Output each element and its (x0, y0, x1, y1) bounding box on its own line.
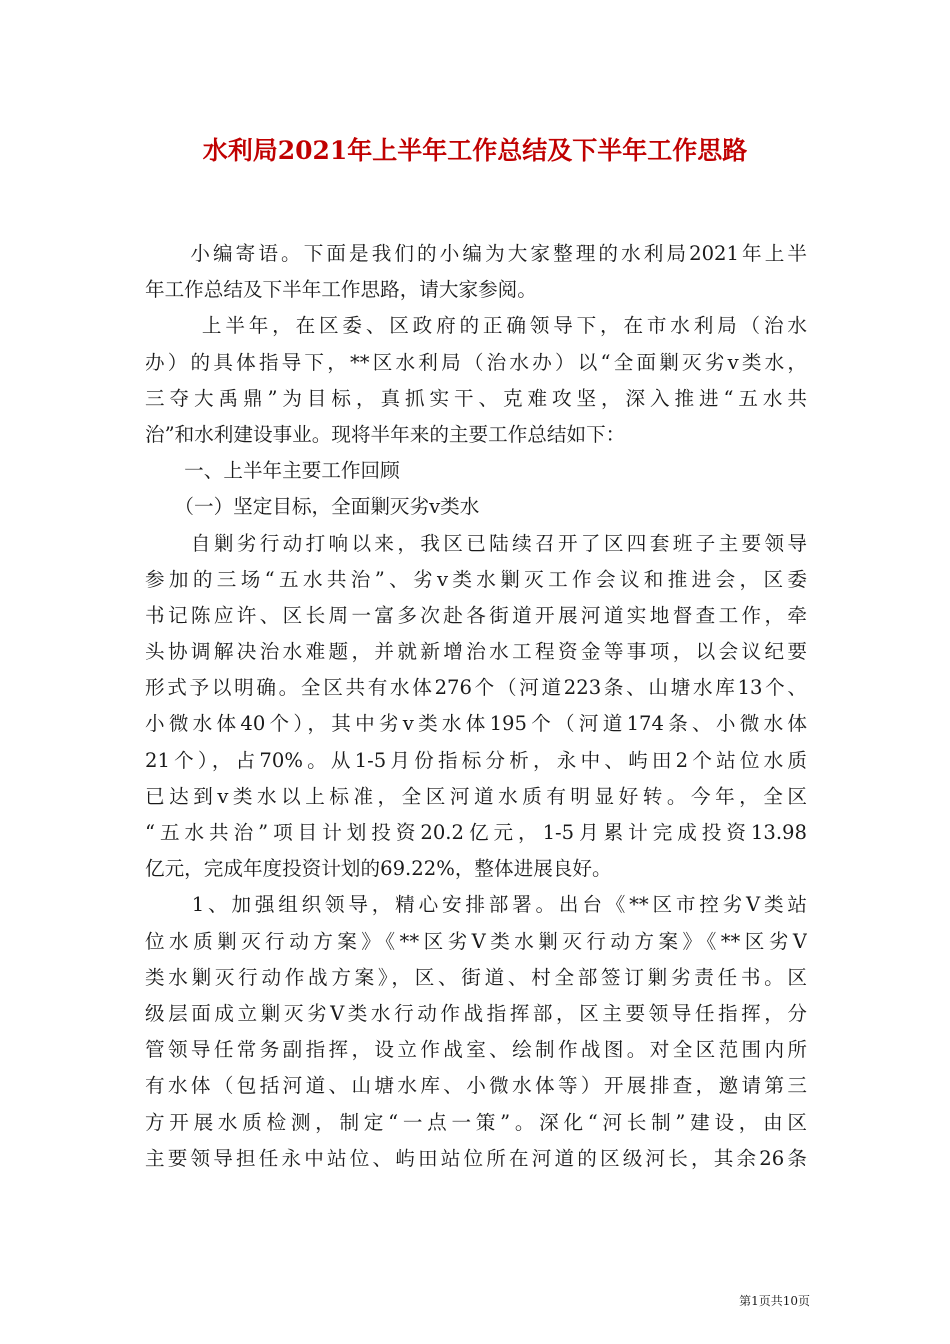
document-title: 水利局2021年上半年工作总结及下半年工作思路 (202, 136, 748, 165)
text-line: “五水共治”项目计划投资20.2亿元，1-5月累计完成投资13.98 (145, 821, 807, 844)
text-line: 形式予以明确。全区共有水体276个（河道223条、山塘水库13个、 (145, 676, 807, 700)
text-line: 头协调解决治水难题，并就新增治水工程资金等事项，以会议纪要 (145, 640, 807, 664)
text-line: 管领导任常务副指挥，设立作战室、绘制作战图。对全区范围内所 (145, 1038, 807, 1062)
text-line: 位水质剿灭行动方案》《**区劣Ⅴ类水剿灭行动方案》《**区劣Ⅴ (145, 929, 807, 953)
text-line: 一、上半年主要工作回顾 (145, 459, 400, 483)
text-line: 自剿劣行动打响以来，我区已陆续召开了区四套班子主要领导 (145, 531, 807, 555)
text-line: 小微水体40个），其中劣v类水体195个（河道174条、小微水体 (145, 712, 807, 736)
text-line: 三夺大禹鼎”为目标，真抓实干、克难攻坚，深入推进“五水共 (145, 386, 807, 410)
text-line: 级层面成立剿灭劣Ⅴ类水行动作战指挥部，区主要领导任指挥，分 (145, 1001, 807, 1025)
text-line: 类水剿灭行动作战方案》，区、街道、村全部签订剿劣责任书。区 (145, 965, 807, 989)
document-body (145, 236, 807, 1177)
text-line: 亿元，完成年度投资计划的69.22%，整体进展良好。 (145, 857, 612, 881)
text-line: 21个），占70%。从1-5月份指标分析，永中、屿田2个站位水质 (145, 748, 807, 772)
text-line: 1、加强组织领导，精心安排部署。出台《**区市控劣Ⅴ类站 (145, 893, 807, 917)
text-line: 书记陈应许、区长周一富多次赴各街道开展河道实地督查工作，牵 (145, 603, 807, 627)
text-line: 上半年，在区委、区政府的正确领导下，在市水利局（治水 (145, 314, 807, 338)
text-line: （一）坚定目标，全面剿灭劣v类水 (145, 495, 480, 519)
page-number: 第1页共10页 (739, 1294, 810, 1308)
text-line: 参加的三场“五水共治”、劣v类水剿灭工作会议和推进会，区委 (145, 567, 807, 591)
text-line: 小编寄语。下面是我们的小编为大家整理的水利局2021年上半 (145, 242, 807, 265)
text-line: 主要领导担任永中站位、屿田站位所在河道的区级河长，其余26条 (145, 1146, 807, 1170)
text-line: 年工作总结及下半年工作思路，请大家参阅。 (145, 278, 537, 302)
text-line: 有水体（包括河道、山塘水库、小微水体等）开展排查，邀请第三 (145, 1074, 807, 1098)
text-line: 办）的具体指导下，**区水利局（治水办）以“全面剿灭劣v类水， (145, 350, 807, 374)
text-line: 方开展水质检测，制定“一点一策”。深化“河长制”建设，由区 (145, 1110, 807, 1134)
text-line: 治”和水利建设事业。现将半年来的主要工作总结如下： (145, 422, 626, 446)
text-line: 已达到v类水以上标准，全区河道水质有明显好转。今年，全区 (145, 784, 807, 808)
